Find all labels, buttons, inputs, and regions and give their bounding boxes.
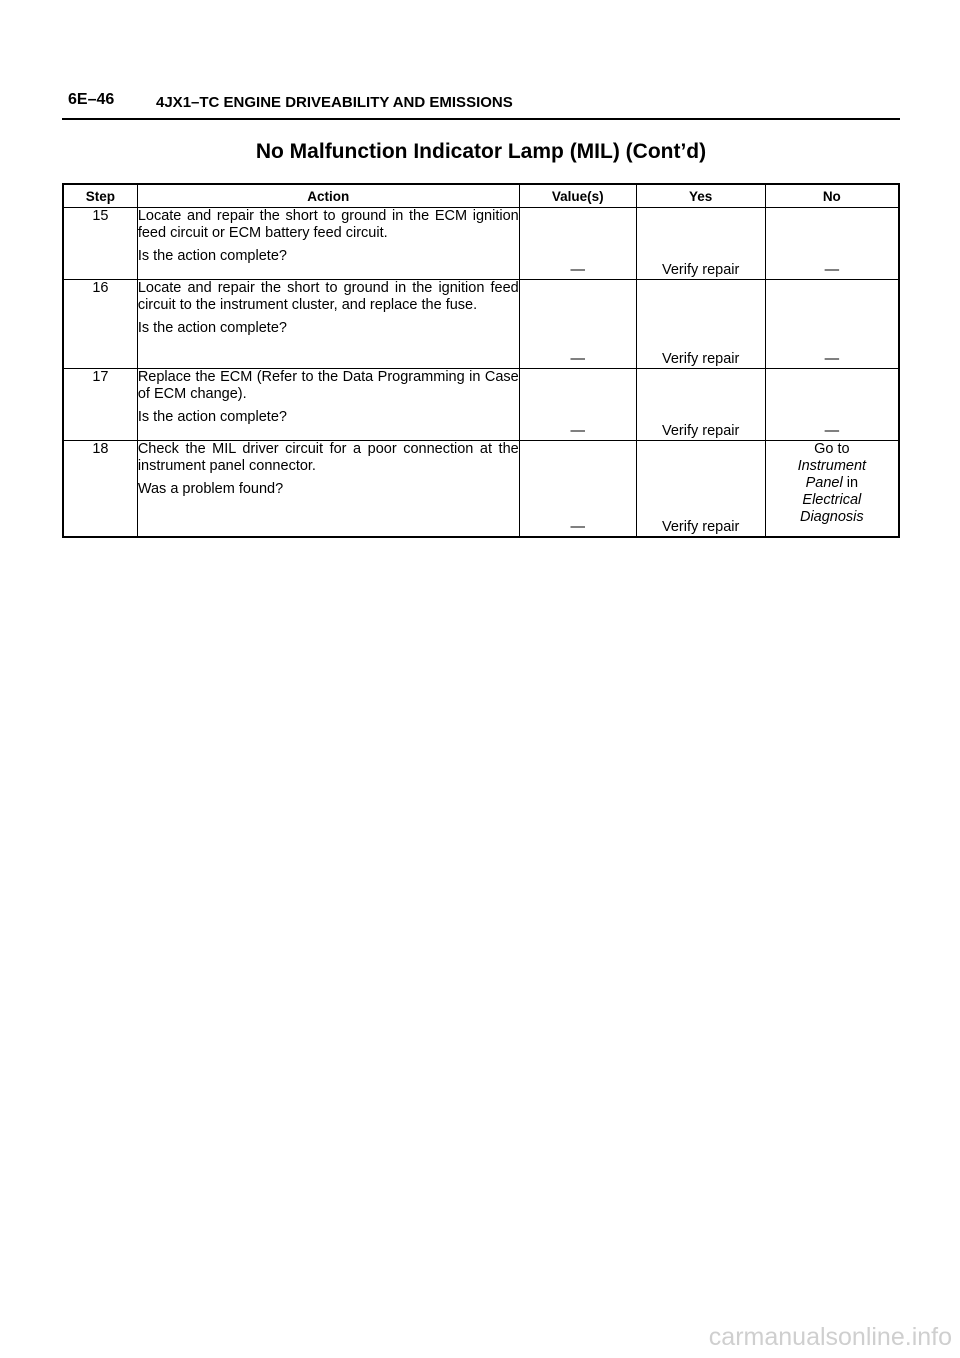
column-header-action: Action — [137, 184, 519, 208]
go-to-text: Go to — [814, 441, 850, 457]
step-number: 18 — [63, 441, 137, 537]
column-header-yes: Yes — [636, 184, 765, 208]
table-row — [63, 441, 899, 537]
table-row — [63, 280, 899, 369]
yes-cell: Verify repair — [636, 208, 765, 280]
in-text: in — [842, 475, 859, 491]
no-cell: — — [765, 280, 899, 369]
action-cell — [137, 441, 519, 537]
yes-cell: Verify repair — [636, 441, 765, 537]
action-question: Is the action complete? — [137, 248, 287, 264]
watermark: carmanualsonline.info — [708, 1323, 952, 1351]
action-cell — [137, 208, 519, 280]
page-number: 6E–46 — [68, 91, 115, 108]
action-text: Check the MIL driver circuit for a poor connection at the instrument panel connector. — [137, 441, 519, 474]
yes-cell: Verify repair — [636, 280, 765, 369]
panel-text: Panel — [805, 475, 843, 491]
action-question: Is the action complete? — [137, 409, 287, 425]
action-question: Was a problem found? — [137, 481, 284, 497]
action-cell — [137, 369, 519, 441]
action-text: Locate and repair the short to ground in the ignition feed circuit to the instrument cluster, and replace the fuse. — [137, 280, 519, 313]
action-cell — [137, 280, 519, 369]
value-cell: — — [519, 208, 636, 280]
column-header-no: No — [765, 184, 899, 208]
instrument-text: Instrument — [797, 458, 867, 474]
column-header-values: Value(s) — [519, 184, 636, 208]
diagnostic-table — [62, 183, 900, 538]
value-cell: — — [519, 441, 636, 537]
no-cell — [765, 441, 899, 537]
table-row — [63, 369, 899, 441]
document-title: No Malfunction Indicator Lamp (MIL) (Cont’d) — [255, 140, 707, 163]
value-cell: — — [519, 280, 636, 369]
step-number: 15 — [63, 208, 137, 280]
action-text: Locate and repair the short to ground in the ECM ignition feed circuit or ECM battery feed circuit. — [137, 208, 519, 241]
table-row — [63, 208, 899, 280]
step-number: 17 — [63, 369, 137, 441]
action-question: Is the action complete? — [137, 320, 287, 336]
no-cell: — — [765, 369, 899, 441]
no-cell: — — [765, 208, 899, 280]
step-number: 16 — [63, 280, 137, 369]
yes-cell: Verify repair — [636, 369, 765, 441]
electrical-text: Electrical — [802, 492, 862, 508]
column-header-step: Step — [63, 184, 137, 208]
diagnosis-text: Diagnosis — [799, 509, 864, 525]
table-header-row — [63, 184, 899, 208]
action-text: Replace the ECM (Refer to the Data Programming in Case of ECM change). — [137, 369, 519, 402]
value-cell: — — [519, 369, 636, 441]
section-title: 4JX1–TC ENGINE DRIVEABILITY AND EMISSIONS — [156, 94, 513, 111]
page-header — [62, 88, 900, 120]
